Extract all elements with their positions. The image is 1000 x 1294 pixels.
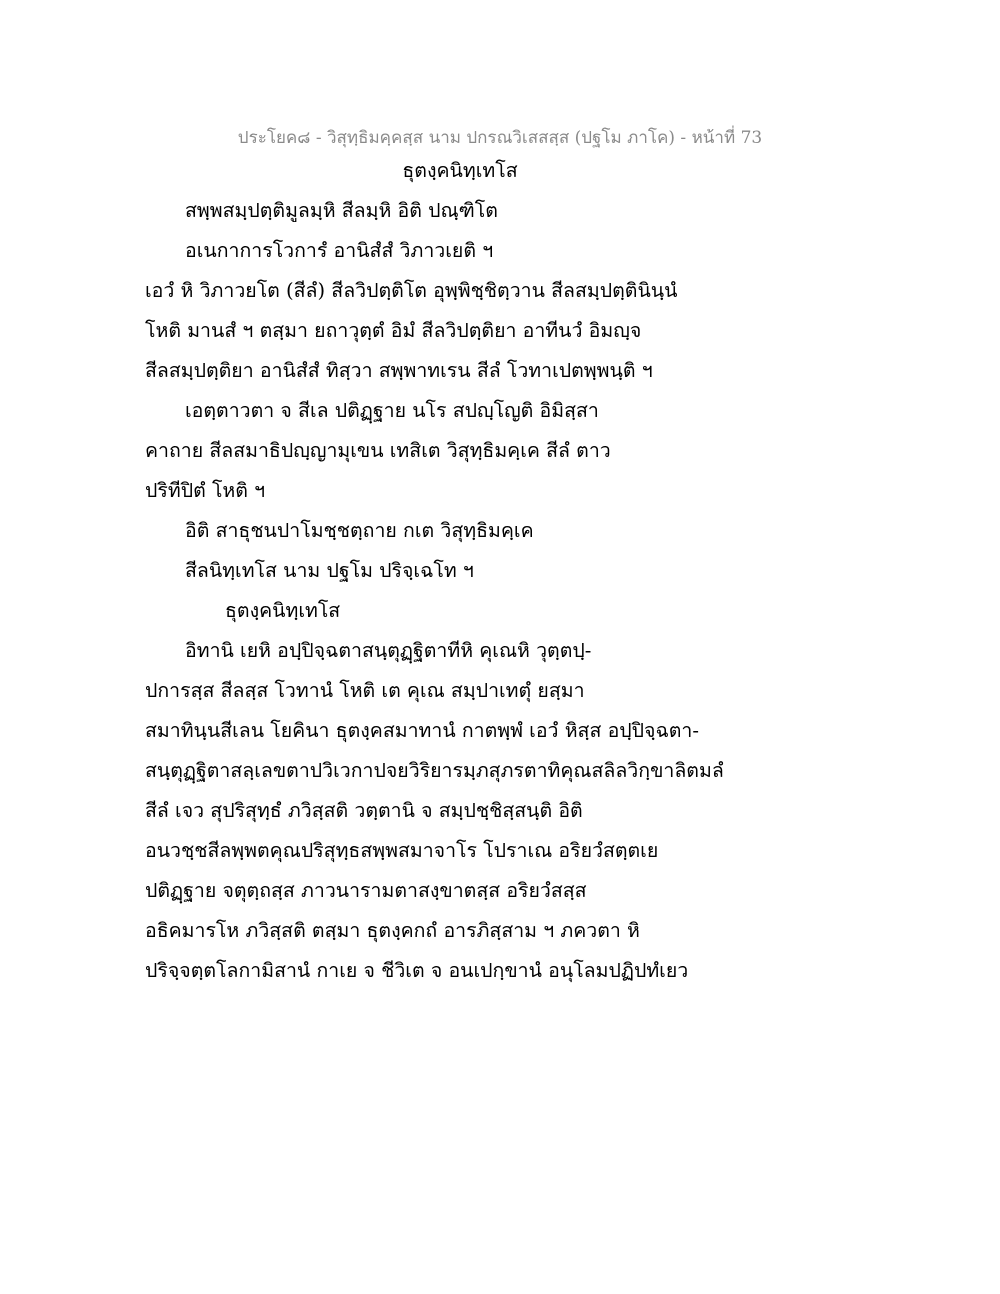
paragraph-line: อนวชฺชสีลพฺพตคุณปริสุทฺธสพฺพสมาจาโร โปราเณ อริยวํสตฺตเย (145, 839, 659, 862)
paragraph-line: สนฺตุฏฺฐิตาสลฺเลขตาปวิเวกาปจยวิริยารมฺภสุภรตาทิคุณสลิลวิกฺขาลิตมลํ (145, 759, 724, 782)
section-heading: ธุตงฺคนิทฺเทโส (225, 599, 341, 622)
paragraph-line: ปการสฺส สีลสฺส โวทานํ โหติ เต คุเณ สมฺปาเทตุํ ยสฺมา (145, 679, 585, 702)
paragraph-line: ปริจฺจตฺตโลกามิสานํ กาเย จ ชีวิเต จ อนเปกฺขานํ อนุโลมปฏิปทํเยว (145, 959, 689, 982)
paragraph-line: สีลํ เจว สุปริสุทฺธํ ภวิสฺสติ วตฺตานิ จ สมฺปชฺชิสฺสนฺติ อิติ (145, 799, 583, 822)
paragraph-line: เอตฺตาวตา จ สีเล ปติฏฺฐาย นโร สปญฺโญติ อิมิสฺสา (185, 399, 599, 422)
colophon-line: สีลนิทฺเทโส นาม ปฐโม ปริจฺเฉโท ฯ (185, 559, 474, 582)
colophon-line: อิติ สาธุชนปาโมชฺชตฺถาย กเต วิสุทฺธิมคฺเค (185, 519, 534, 542)
verse-line: อเนกาการโวการํ อานิสํสํ วิภาวเยติ ฯ (185, 239, 494, 262)
paragraph-line: สมาทินฺนสีเลน โยคินา ธุตงฺคสมาทานํ กาตพฺพํ เอวํ หิสฺส อปฺปิจฺฉตา- (145, 719, 699, 742)
running-header: ประโยค๘ - วิสุทฺธิมคฺคสฺส นาม ปกรณวิเสสสฺส (ปฐโม ภาโค) - หน้าที่ 73 (237, 128, 763, 148)
paragraph-line: ปริทีปิตํ โหติ ฯ (145, 479, 266, 502)
paragraph-line: อิทานิ เยหิ อปฺปิจฺฉตาสนฺตุฏฺฐิตาทีหิ คุเณหิ วุตฺตปฺ- (185, 639, 592, 662)
paragraph-line: เอวํ หิ วิภาวยโต (สีลํ) สีลวิปตฺติโต อุพฺพิชฺชิตฺวาน สีลสมฺปตฺตินินฺนํ (145, 279, 678, 302)
paragraph-line: คาถาย สีลสมาธิปญฺญามุเขน เทสิเต วิสุทฺธิมคฺเค สีลํ ตาว (145, 439, 611, 462)
paragraph-line: ปติฏฺฐาย จตุตฺถสฺส ภาวนารามตาสงฺขาตสฺส อริยวํสสฺส (145, 879, 587, 902)
paragraph-line: สีลสมฺปตฺติยา อานิสํสํ ทิสฺวา สพฺพาทเรน สีลํ โวทาเปตพฺพนฺติ ฯ (145, 359, 653, 382)
paragraph-line: โหติ มานสํ ฯ ตสฺมา ยถาวุตฺตํ อิมํ สีลวิปตฺติยา อาทีนวํ อิมญฺจ (145, 319, 642, 342)
paragraph-line: อธิคมารโห ภวิสฺสติ ตสฺมา ธุตงฺคกถํ อารภิสฺสาม ฯ ภควตา หิ (145, 919, 640, 942)
verse-line: สพฺพสมฺปตฺติมูลมฺหิ สีลมฺหิ อิติ ปณฺฑิโต (185, 199, 498, 222)
section-heading: ธุตงฺคนิทฺเทโส (402, 159, 518, 182)
